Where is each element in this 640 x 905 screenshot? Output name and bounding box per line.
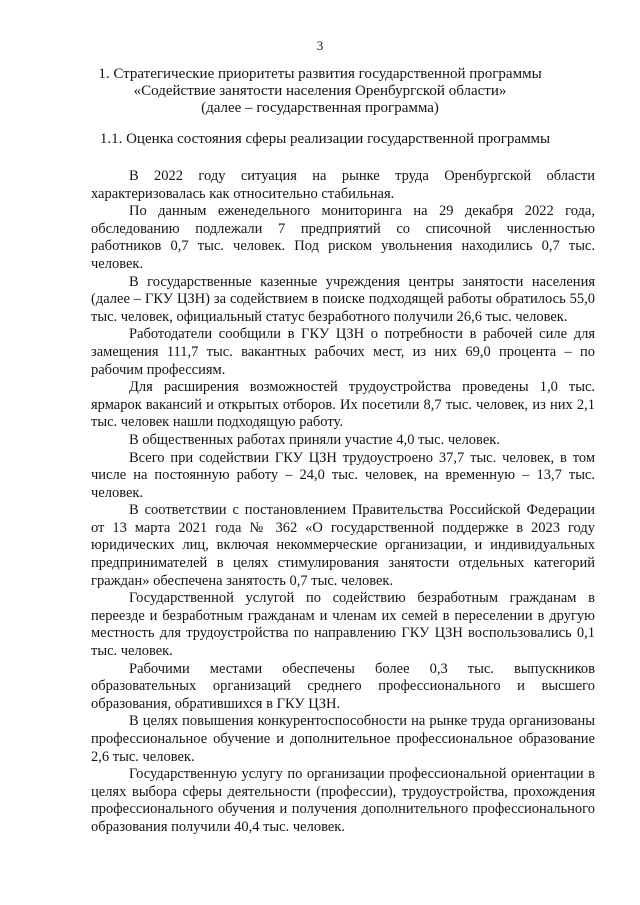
section-heading-line-2: «Содействие занятости населения Оренбургской области» — [133, 83, 507, 99]
paragraph: В целях повышения конкурентоспособности на рынке труда организованы профессиональное обучение и дополнительное профессиональное образование 2,6 тыс. человек. — [91, 713, 595, 765]
paragraph: Государственной услугой по содействию безработным гражданам в переезде и безработным гражданам и членам их семей в переселении в другую местность для трудоустройства по направлению ГКУ ЦЗН воспользовались 0,1 тыс. человек. — [91, 590, 595, 660]
paragraph: В государственные казенные учреждения центры занятости населения (далее – ГКУ ЦЗН) за содействием в поиске подходящей работы обратилось 55,0 тыс. человек, официальный статус безработного получили 26,6 тыс. человек. — [91, 273, 595, 325]
paragraph: Рабочими местами обеспечены более 0,3 тыс. выпускников образовательных организаций среднего профессионального и высшего образования, обратившихся в ГКУ ЦЗН. — [91, 660, 595, 712]
paragraph: Всего при содействии ГКУ ЦЗН трудоустроено 37,7 тыс. человек, в том числе на постоянную работу – 24,0 тыс. человек, на временную – 13,7 тыс. человек. — [91, 449, 595, 501]
paragraph: В общественных работах приняли участие 4,0 тыс. человек. — [129, 431, 500, 448]
paragraph: Государственную услугу по организации профессиональной ориентации в целях выбора сферы деятельности (профессии), трудоустройства, прохождения профессионального обучения и получения дополнительного профессионального образования получили 40,4 тыс. человек. — [91, 766, 595, 835]
paragraph: В 2022 году ситуация на рынке труда Оренбургской области характеризовалась как относительно стабильная. — [91, 168, 595, 202]
subsection-heading: 1.1. Оценка состояния сферы реализации государственной программы — [99, 131, 551, 147]
page-number: 3 — [316, 38, 324, 53]
section-heading-line-3: (далее – государственная программа) — [201, 100, 439, 116]
paragraph: По данным еженедельного мониторинга на 29 декабря 2022 года, обследованию подлежали 7 предприятий со списочной численностью работников 0,7 тыс. человек. Под риском увольнения находились 0,7 тыс. человек. — [91, 203, 595, 272]
paragraph: В соответствии с постановлением Правительства Российской Федерации от 13 марта 2021 года № 362 «О государственной поддержке в 2023 году юридических лиц, включая некоммерческие организации, и индивидуальных предпринимателей в целях стимулирования занятости отдельных категорий граждан» обеспечена занятость 0,7 тыс. человек. — [91, 502, 595, 589]
body-text — [91, 168, 595, 837]
section-heading-line-1: 1. Стратегические приоритеты развития государственной программы — [98, 66, 542, 82]
section-heading — [90, 66, 550, 117]
paragraph: Работодатели сообщили в ГКУ ЦЗН о потребности в рабочей силе для замещения 111,7 тыс. вакантных рабочих мест, из них 69,0 процента – по рабочим профессиям. — [91, 326, 595, 378]
paragraph: Для расширения возможностей трудоустройства проведены 1,0 тыс. ярмарок вакансий и открытых отборов. Их посетили 8,7 тыс. человек, из них 2,1 тыс. человек нашли подходящую работу. — [91, 379, 595, 431]
